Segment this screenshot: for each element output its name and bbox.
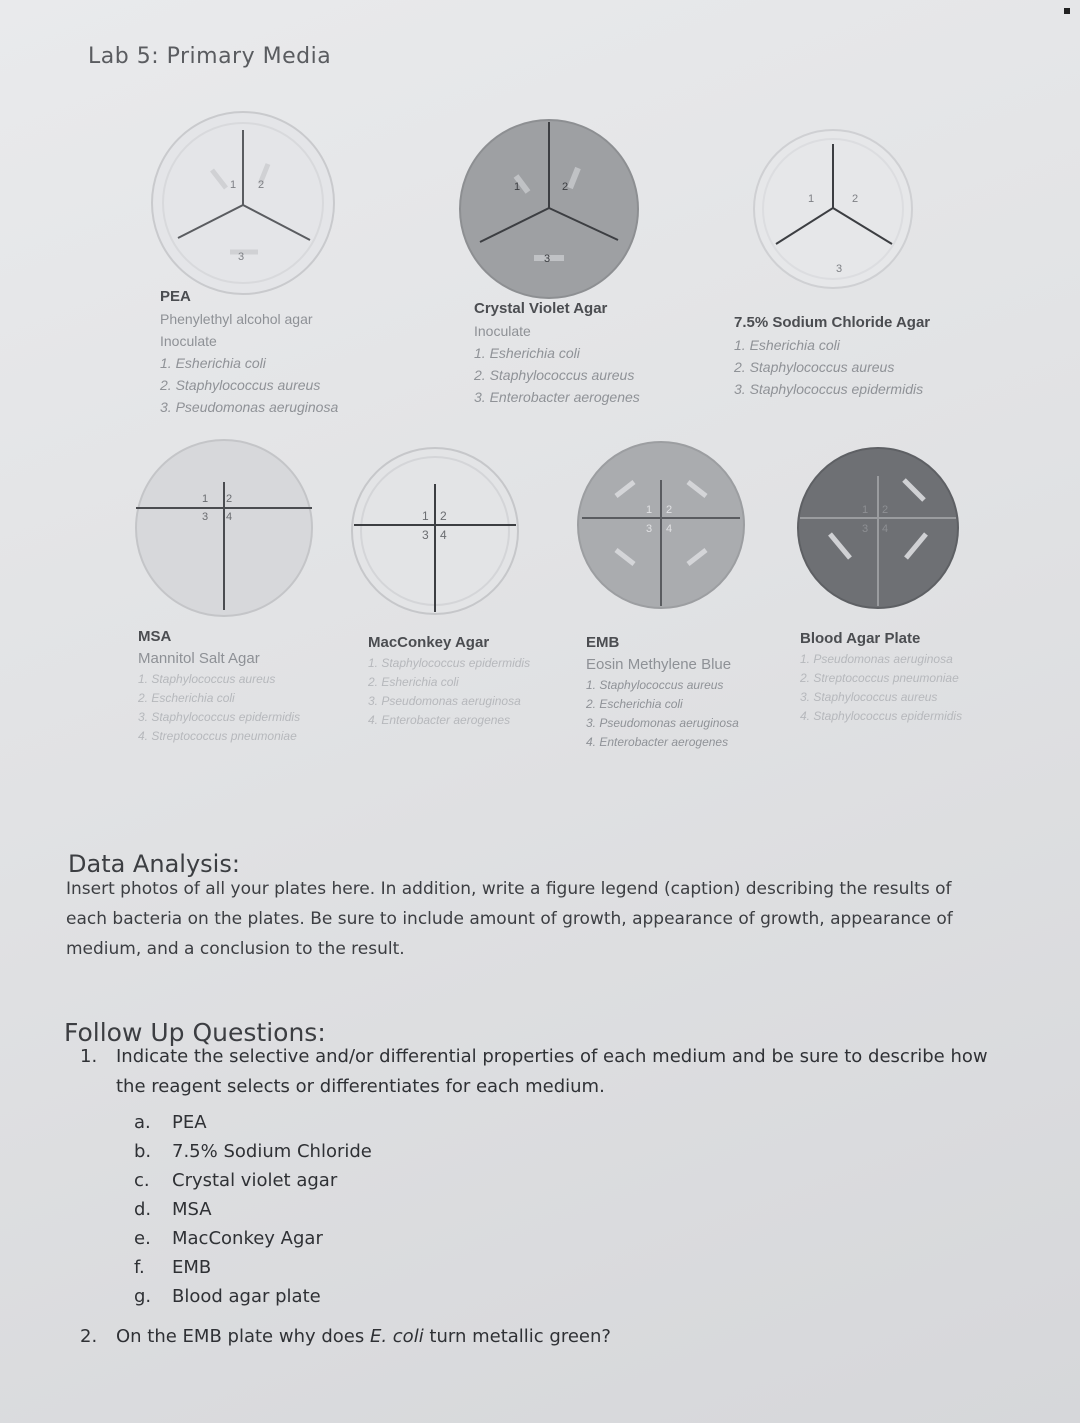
macconkey-organism: 3. Pseudomonas aeruginosa: [368, 694, 521, 708]
list-item-letter: c.: [134, 1170, 150, 1191]
pea-organism: 1. Esherichia coli: [160, 355, 266, 371]
msa-organism: 1. Staphylococcus aureus: [138, 672, 276, 686]
sodium-chloride-organism: 2. Staphylococcus aureus: [734, 359, 895, 375]
blood-agar-organism: 1. Pseudomonas aeruginosa: [800, 652, 953, 666]
crystal-violet-caption-name: Crystal Violet Agar: [474, 300, 608, 317]
crystal-violet-sector-label-1: 1: [514, 181, 521, 193]
list-item-text: 7.5% Sodium Chloride: [172, 1141, 372, 1162]
macconkey-quadrant-label-4: 4: [440, 528, 447, 542]
list-item-letter: b.: [134, 1141, 152, 1162]
macconkey-quadrant-label-3: 3: [422, 528, 429, 542]
page-title: Lab 5: Primary Media: [88, 44, 332, 69]
list-item: [134, 1224, 372, 1253]
data-analysis-heading: Data Analysis:: [68, 850, 240, 878]
list-item-text: MacConkey Agar: [172, 1228, 323, 1249]
macconkey-organism: 4. Enterobacter aerogenes: [368, 713, 511, 727]
emb-quadrant-label-3: 3: [646, 523, 653, 535]
blood-agar-organism: 3. Staphylococcus aureus: [800, 690, 938, 704]
emb-organism: 3. Pseudomonas aeruginosa: [586, 716, 739, 730]
list-item: [134, 1108, 372, 1137]
follow-up-heading: Follow Up Questions:: [64, 1018, 326, 1047]
macconkey-organism: 1. Staphylococcus epidermidis: [368, 656, 531, 670]
msa-quadrant-label-4: 4: [226, 511, 233, 523]
blood-agar-caption: [800, 628, 962, 726]
emb-caption-full-name: Eosin Methylene Blue: [586, 656, 732, 673]
emb-plate-image: [576, 440, 746, 610]
crystal-violet-plate-image: [458, 118, 640, 300]
macconkey-quadrant-label-1: 1: [422, 509, 429, 523]
list-item: [134, 1137, 372, 1166]
emb-organism: 4. Enterobacter aerogenes: [586, 735, 729, 749]
corner-mark: [1064, 8, 1070, 14]
list-item: [134, 1166, 372, 1195]
msa-caption: [138, 626, 300, 746]
msa-caption-full-name: Mannitol Salt Agar: [138, 650, 260, 667]
question-1-number: 1.: [80, 1046, 98, 1067]
blood-agar-plate-image: [796, 446, 960, 610]
pea-sector-label-2: 2: [258, 179, 265, 191]
list-item: [134, 1282, 372, 1311]
sodium-chloride-sector-label-2: 2: [852, 193, 859, 205]
question-1: [80, 1042, 1000, 1102]
emb-quadrant-label-1: 1: [646, 504, 653, 516]
pea-plate-image: [150, 110, 336, 296]
msa-quadrant-label-3: 3: [202, 511, 209, 523]
macconkey-caption: [368, 632, 530, 730]
msa-organism: 2. Escherichia coli: [138, 691, 235, 705]
question-2-number: 2.: [80, 1326, 98, 1347]
list-item-letter: a.: [134, 1112, 151, 1133]
blood-agar-organism: 2. Streptococcus pneumoniae: [800, 671, 959, 685]
blood-agar-quadrant-label-3: 3: [862, 523, 869, 535]
question-2-text-after: turn metallic green?: [423, 1326, 611, 1347]
list-item-text: Blood agar plate: [172, 1286, 321, 1307]
list-item-letter: d.: [134, 1199, 152, 1220]
sodium-chloride-plate-image: [752, 128, 914, 290]
blood-agar-organism: 4. Staphylococcus epidermidis: [800, 709, 963, 723]
list-item: [134, 1195, 372, 1224]
blood-agar-quadrant-label-1: 1: [862, 504, 869, 516]
crystal-violet-caption-instruction: Inoculate: [474, 323, 531, 339]
msa-quadrant-label-2: 2: [226, 493, 233, 505]
crystal-violet-organism: 2. Staphylococcus aureus: [474, 367, 635, 383]
msa-organism: 3. Staphylococcus epidermidis: [138, 710, 301, 724]
medium-list: [134, 1108, 372, 1311]
crystal-violet-caption: [474, 298, 640, 408]
question-2: [80, 1322, 1000, 1352]
pea-sector-label-3: 3: [238, 251, 245, 263]
macconkey-quadrant-label-2: 2: [440, 509, 447, 523]
emb-quadrant-label-2: 2: [666, 504, 673, 516]
list-item: [134, 1253, 372, 1282]
list-item-text: PEA: [172, 1112, 207, 1133]
msa-plate-image: [134, 438, 314, 618]
list-item-letter: g.: [134, 1286, 152, 1307]
list-item-text: MSA: [172, 1199, 212, 1220]
pea-caption-instruction: Inoculate: [160, 333, 217, 349]
macconkey-organism: 2. Esherichia coli: [368, 675, 459, 689]
sodium-chloride-caption-name: 7.5% Sodium Chloride Agar: [734, 314, 931, 331]
msa-caption-name: MSA: [138, 628, 172, 645]
msa-organism: 4. Streptococcus pneumoniae: [138, 729, 297, 743]
sodium-chloride-sector-label-3: 3: [836, 263, 843, 275]
question-1-text: Indicate the selective and/or differential properties of each medium and be sure to describe how the reagent selects or differentiates for each medium.: [116, 1046, 988, 1097]
list-item-letter: f.: [134, 1257, 145, 1278]
blood-agar-quadrant-label-4: 4: [882, 523, 889, 535]
msa-quadrant-label-1: 1: [202, 493, 209, 505]
emb-quadrant-label-4: 4: [666, 523, 673, 535]
list-item-text: Crystal violet agar: [172, 1170, 338, 1191]
blood-agar-quadrant-label-2: 2: [882, 504, 889, 516]
crystal-violet-sector-label-2: 2: [562, 181, 569, 193]
sodium-chloride-caption: [734, 312, 930, 400]
crystal-violet-organism: 3. Enterobacter aerogenes: [474, 389, 640, 405]
data-analysis-body: Insert photos of all your plates here. In addition, write a figure legend (caption) describing the results of each bacteria on the plates. Be sure to include amount of growth, appearance of growth, appearance of medium, and a conclusion to the result.: [66, 879, 953, 959]
pea-organism: 2. Staphylococcus aureus: [160, 377, 321, 393]
crystal-violet-sector-label-3: 3: [544, 253, 551, 265]
emb-organism: 2. Escherichia coli: [586, 697, 683, 711]
pea-caption-name: PEA: [160, 288, 191, 305]
macconkey-caption-name: MacConkey Agar: [368, 634, 490, 651]
sodium-chloride-sector-label-1: 1: [808, 193, 815, 205]
question-2-text-before: On the EMB plate why does: [116, 1326, 370, 1347]
pea-caption: [160, 286, 338, 418]
emb-organism: 1. Staphylococcus aureus: [586, 678, 724, 692]
emb-caption-name: EMB: [586, 634, 620, 651]
list-item-letter: e.: [134, 1228, 151, 1249]
question-2-organism: E. coli: [369, 1326, 424, 1347]
pea-caption-full-name: Phenylethyl alcohol agar: [160, 311, 313, 327]
emb-caption: [586, 632, 739, 752]
macconkey-plate-image: [350, 446, 520, 616]
sodium-chloride-organism: 3. Staphylococcus epidermidis: [734, 381, 924, 397]
sodium-chloride-organism: 1. Esherichia coli: [734, 337, 840, 353]
blood-agar-caption-name: Blood Agar Plate: [800, 630, 921, 647]
pea-sector-label-1: 1: [230, 179, 237, 191]
list-item-text: EMB: [172, 1257, 212, 1278]
pea-organism: 3. Pseudomonas aeruginosa: [160, 399, 339, 415]
crystal-violet-organism: 1. Esherichia coli: [474, 345, 580, 361]
